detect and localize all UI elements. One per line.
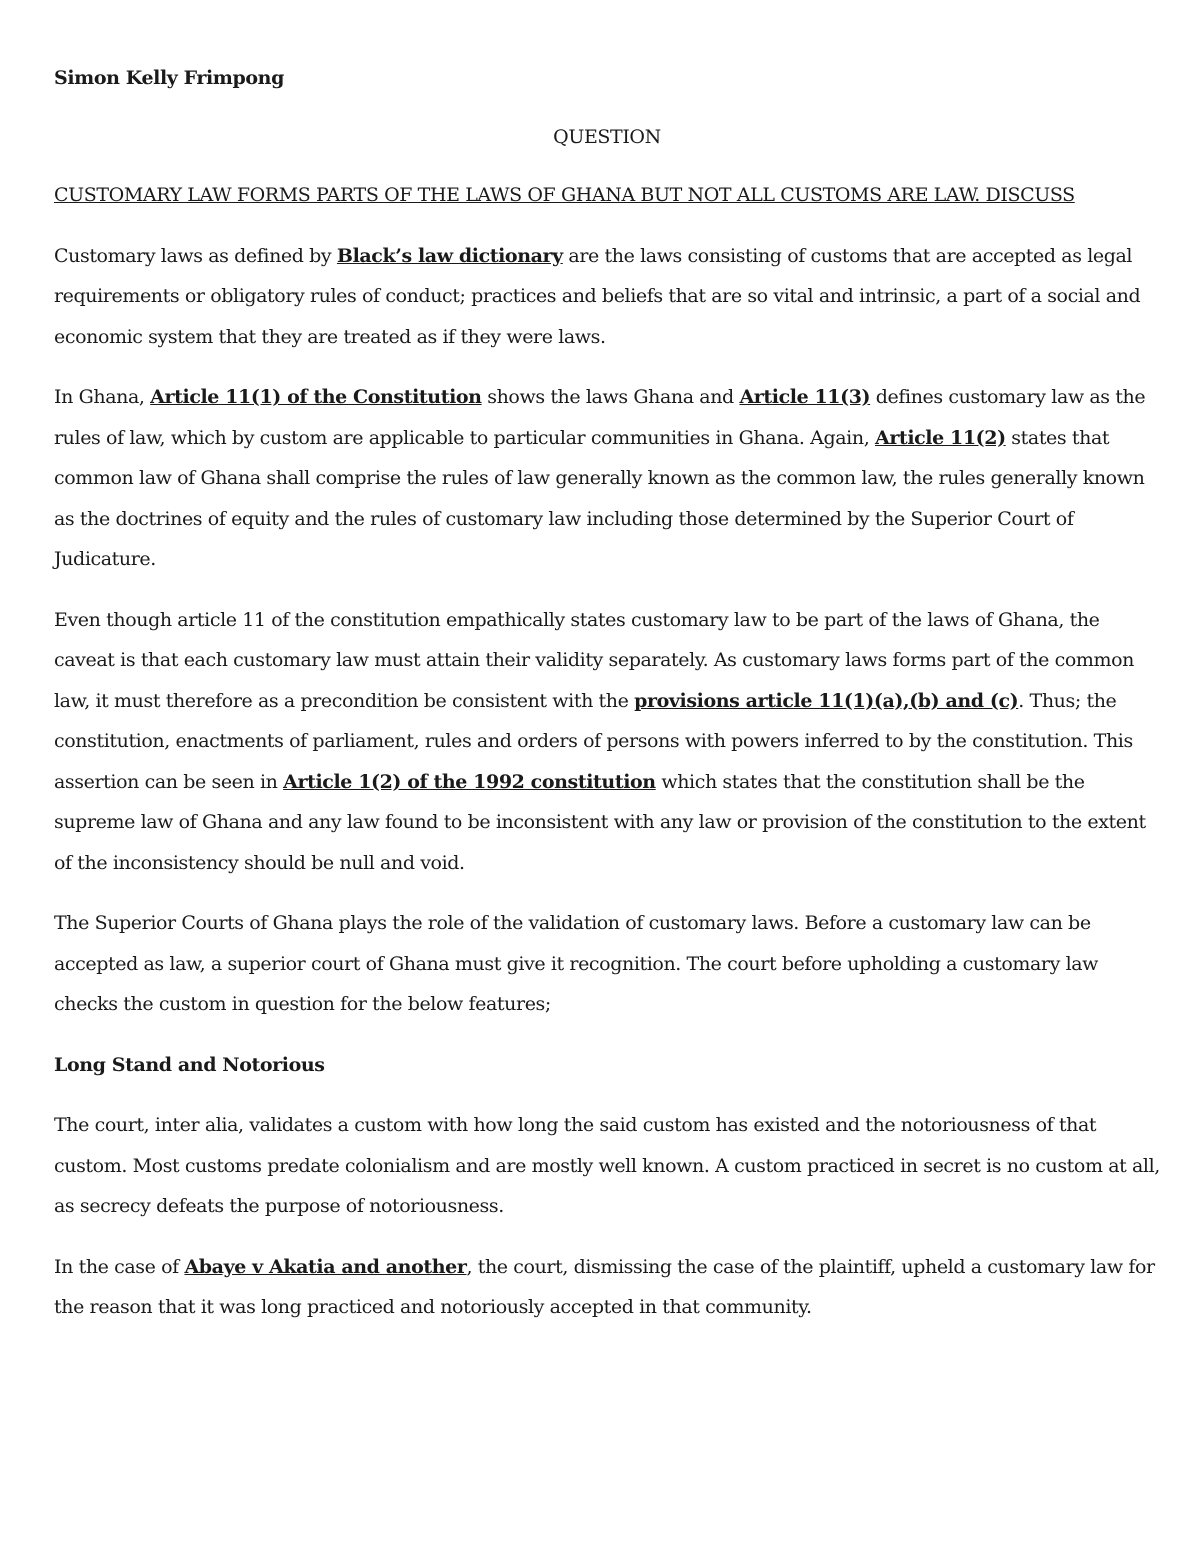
- paragraph-validity: [54, 600, 1160, 884]
- paragraph-text: , the court, dismissing the case of the plaintiff, upheld a customary law for the reason that it was long practiced and notoriously accepted in that community.: [54, 1255, 1155, 1318]
- reference-article-11-3: Article 11(3): [739, 386, 871, 408]
- paragraph-text: . Thus; the constitution, enactments of parliament, rules and orders of persons with powers inferred to by the constitution. This assertion can be seen in: [54, 689, 1133, 793]
- reference-article-11-1: Article 11(1) of the Constitution: [150, 386, 482, 408]
- section-heading-long-stand: Long Stand and Notorious: [54, 1053, 325, 1076]
- paragraph-case: [54, 1247, 1160, 1328]
- reference-article-11-2: Article 11(2): [874, 426, 1006, 449]
- paragraph-text: which states that the constitution shall be the supreme law of Ghana and any law found to be inconsistent with any law or provision of the constitution to the extent of the inconsistency should be null and void.: [54, 770, 1146, 874]
- question-title: CUSTOMARY LAW FORMS PARTS OF THE LAWS OF GHANA BUT NOT ALL CUSTOMS ARE LAW. DISCUSS: [54, 184, 1075, 206]
- reference-article-1-2: Article 1(2) of the 1992 constitution: [283, 770, 656, 793]
- paragraph-text: shows the laws Ghana and: [481, 386, 740, 408]
- paragraph-text: defines customary law as the rules of law, which by custom are applicable to particular communities in Ghana. Again,: [54, 386, 1146, 449]
- document-page: [54, 58, 1160, 1348]
- paragraph-text: states that common law of Ghana shall comprise the rules of law generally known as the common law, the rules generally known as the doctrines of equity and the rules of customary law including those determined by the Superior Court of Judicature.: [54, 426, 1145, 570]
- paragraph-text: In Ghana,: [54, 386, 151, 408]
- reference-abaye-v-akatia: Abaye v Akatia and another: [184, 1255, 467, 1278]
- paragraph-text: Customary laws as defined by: [54, 244, 337, 267]
- paragraph-long-stand: The court, inter alia, validates a custom with how long the said custom has existed and the notoriousness of that custom. Most customs predate colonialism and are mostly well known. A custom practiced in secret is no custom at all, as secrecy defeats the purpose of notoriousness.: [54, 1114, 1160, 1217]
- paragraph-text: are the laws consisting of customs that are accepted as legal requirements or obligatory rules of conduct; practices and beliefs that are so vital and intrinsic, a part of a social and economic system that they are treated as if they were laws.: [54, 244, 1141, 348]
- paragraph-text: Even though article 11 of the constitution empathically states customary law to be part of the laws of Ghana, the caveat is that each customary law must attain their validity separately. As customary laws forms part of the common law, it must therefore as a precondition be consistent with the: [54, 608, 1135, 712]
- reference-provisions-article-11: provisions article 11(1)(a),(b) and (c): [634, 689, 1019, 712]
- paragraph-article-11: [54, 377, 1160, 580]
- question-label: QUESTION: [553, 125, 661, 148]
- paragraph-text: In the case of: [54, 1255, 185, 1278]
- paragraph-superior-courts: The Superior Courts of Ghana plays the role of the validation of customary laws. Before a customary law can be accepted as law, a superior court of Ghana must give it recognition. The court before upholding a customary law checks the custom in question for the below features;: [54, 912, 1099, 1015]
- author-name: Simon Kelly Frimpong: [54, 67, 284, 89]
- reference-blacks-law-dictionary: Black’s law dictionary: [336, 244, 563, 267]
- paragraph-definition: [54, 236, 1160, 358]
